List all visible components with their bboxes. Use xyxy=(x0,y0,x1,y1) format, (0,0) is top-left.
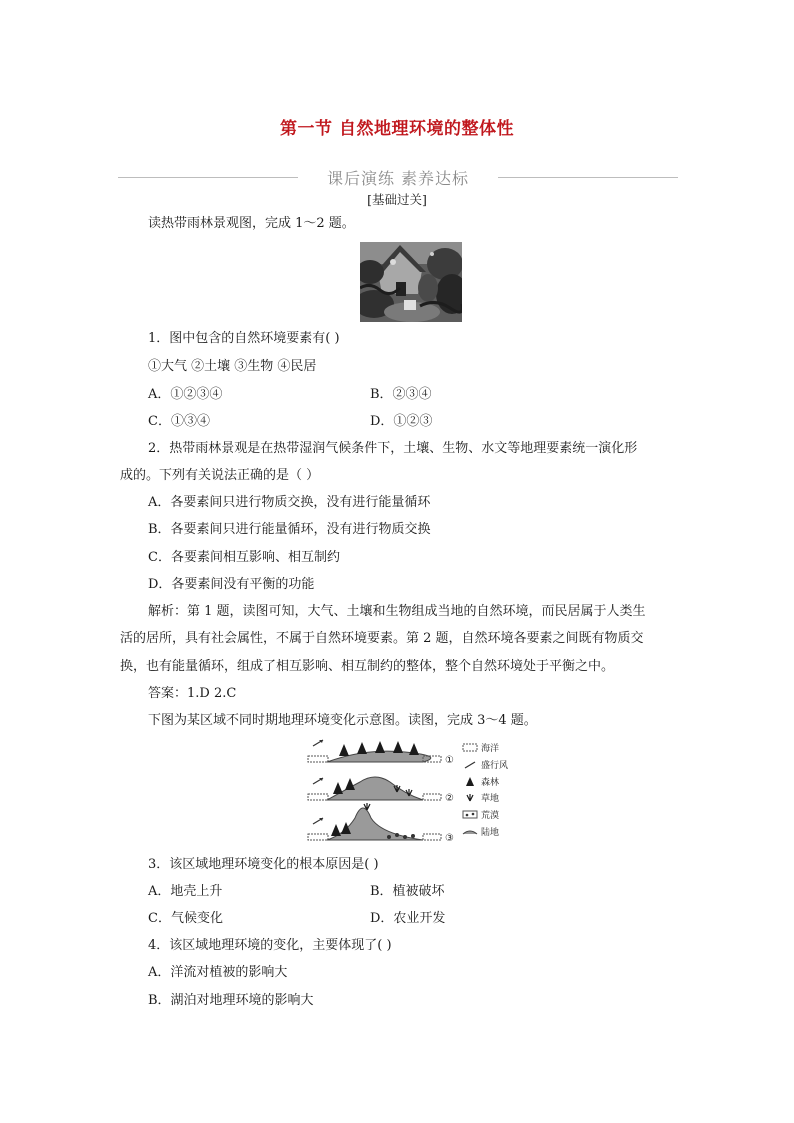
intro-rainforest: 读热带雨林景观图，完成 1～2 题。 xyxy=(148,216,355,231)
banner-rule-right xyxy=(498,177,678,178)
question-1-items: ①大气 ②土壤 ③生物 ④民居 xyxy=(148,359,317,374)
question-4-stem: 4．该区域地理环境的变化，主要体现了( ) xyxy=(148,938,392,953)
diagram-row-1 xyxy=(308,740,454,766)
diagram-label-2: ② xyxy=(445,793,454,804)
analysis-line2: 活的居所，具有社会属性，不属于自然环境要素。第 2 题，自然环境各要素之间既有物质交 xyxy=(120,631,644,646)
question-2-option-a: A．各要素间只进行物质交换，没有进行能量循环 xyxy=(148,495,431,510)
diagram-row-3 xyxy=(308,803,454,844)
legend-wind: 盛行风 xyxy=(481,761,509,771)
legend-desert: 荒漠 xyxy=(481,811,500,821)
banner-text: 课后演练 素养达标 xyxy=(326,169,470,188)
question-3-option-a: A．地壳上升 xyxy=(148,884,223,899)
question-1-option-d: D．①②③ xyxy=(370,414,433,429)
diagram-label-3: ③ xyxy=(445,833,454,844)
question-2-stem-line2: 成的。下列有关说法正确的是（ ） xyxy=(120,468,320,483)
question-1-stem: 1．图中包含的自然环境要素有( ) xyxy=(148,331,340,346)
legend-land: 陆地 xyxy=(481,828,500,838)
question-3-stem: 3．该区域地理环境变化的根本原因是( ) xyxy=(148,857,379,872)
analysis-line1: 解析：第 1 题，读图可知，大气、土壤和生物组成当地的自然环境，而民居属于人类生 xyxy=(148,604,646,619)
question-1-option-b: B．②③④ xyxy=(370,387,432,402)
answer-line: 答案：1.D 2.C xyxy=(148,686,237,701)
question-2-option-b: B．各要素间只进行能量循环，没有进行物质交换 xyxy=(148,522,431,537)
legend-forest: 森林 xyxy=(481,778,500,788)
question-3-option-b: B．植被破坏 xyxy=(370,884,445,899)
diagram-row-2 xyxy=(308,777,454,804)
question-4-option-b: B．湖泊对地理环境的影响大 xyxy=(148,993,314,1008)
page-title: 第一节 自然地理环境的整体性 xyxy=(280,119,514,139)
question-2-option-c: C．各要素间相互影响、相互制约 xyxy=(148,550,340,565)
environment-change-diagram xyxy=(305,738,525,846)
question-1-option-c: C．①③④ xyxy=(148,414,210,429)
intro-diagram: 下图为某区域不同时期地理环境变化示意图。读图，完成 3～4 题。 xyxy=(148,713,537,728)
question-3-option-d: D．农业开发 xyxy=(370,911,446,926)
diagram-label-1: ① xyxy=(445,755,454,766)
question-3-option-c: C．气候变化 xyxy=(148,911,223,926)
rainforest-photo xyxy=(360,242,462,322)
section-heading: [基础过关] xyxy=(367,192,427,207)
analysis-line3: 换，也有能量循环，组成了相互影响、相互制约的整体，整个自然环境处于平衡之中。 xyxy=(120,659,615,674)
question-1-option-a: A．①②③④ xyxy=(148,387,223,402)
legend-ocean: 海洋 xyxy=(481,744,500,754)
legend-grassland: 草地 xyxy=(481,794,500,804)
question-4-option-a: A．洋流对植被的影响大 xyxy=(148,965,288,980)
section-banner xyxy=(118,166,678,188)
question-2-stem-line1: 2．热带雨林景观是在热带湿润气候条件下，土壤、生物、水文等地理要素统一演化形 xyxy=(148,441,638,456)
diagram-legend xyxy=(463,742,508,838)
question-2-option-d: D．各要素间没有平衡的功能 xyxy=(148,577,315,592)
